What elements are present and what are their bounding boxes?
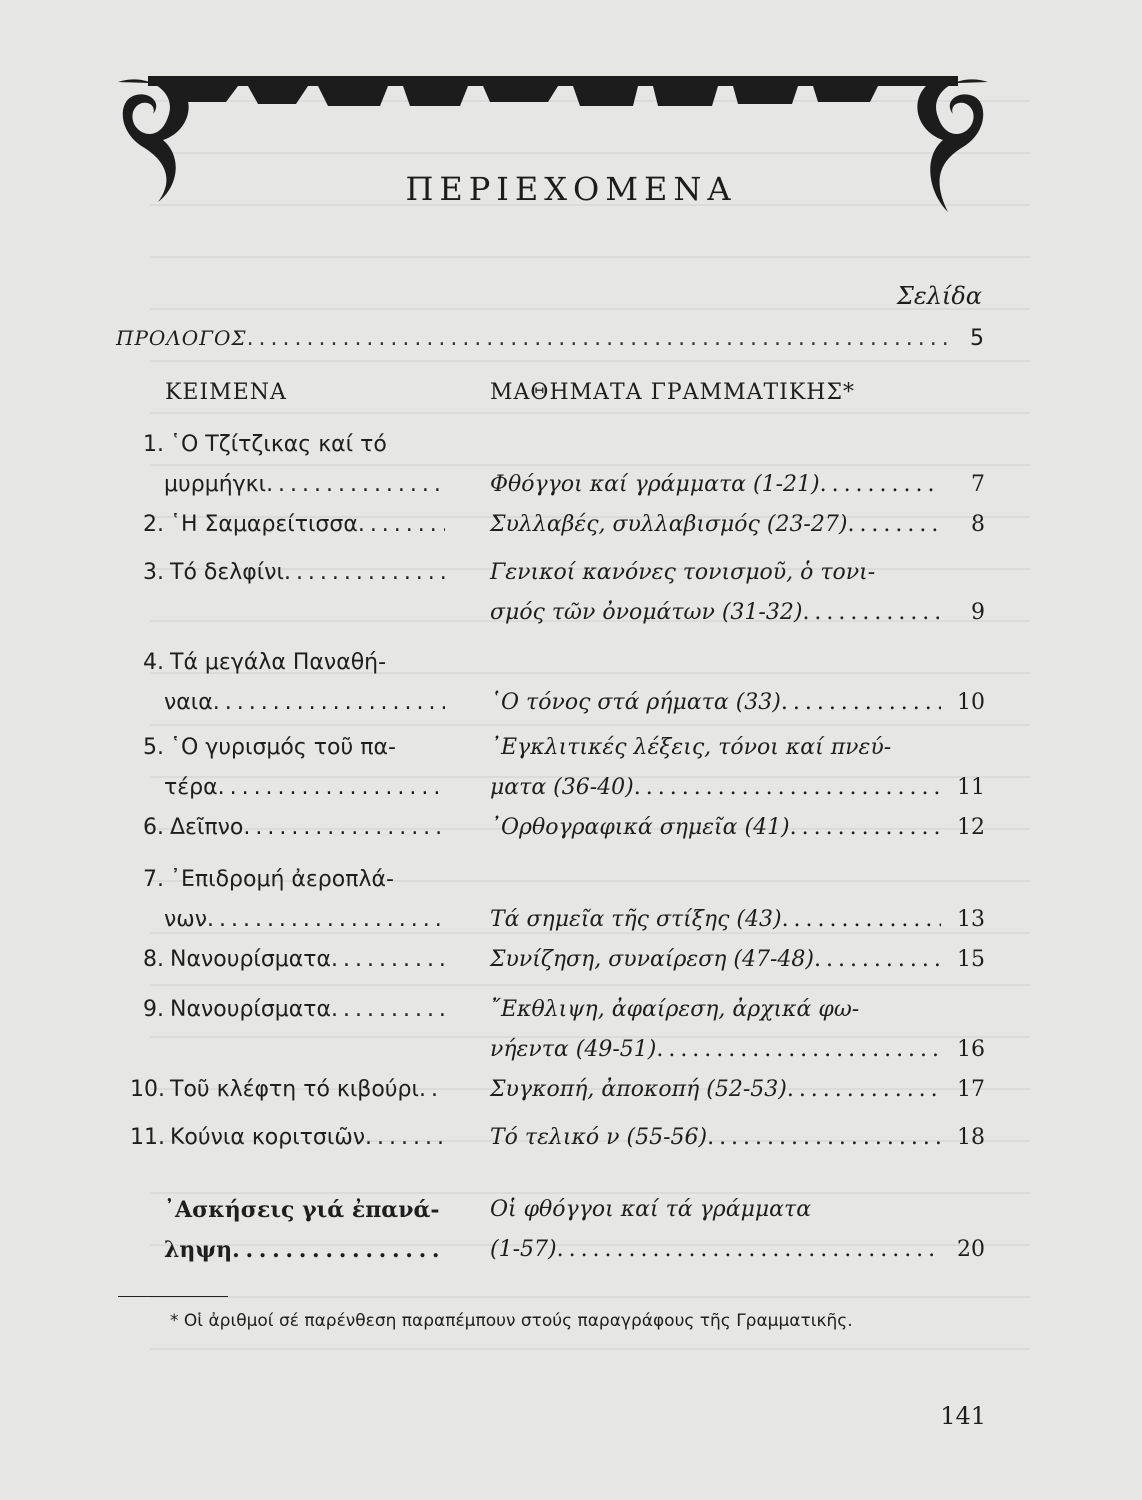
entry-page: 17 bbox=[957, 1077, 985, 1102]
lesson-line2: (1-57) bbox=[490, 1237, 557, 1262]
lesson-line1: ᾿Εγκλιτικές λέξεις, τόνοι καί πνεύ- bbox=[490, 735, 892, 760]
entry-title-line2: ναια bbox=[164, 690, 213, 715]
leader-dots bbox=[247, 326, 954, 351]
lesson-line2: σμός τῶν ὀνομάτων (31-32) bbox=[490, 600, 803, 625]
entry-lesson bbox=[490, 860, 985, 940]
lesson-line1: Γενικοί κανόνες τονισμοῦ, ὁ τονι- bbox=[490, 560, 876, 585]
entry-page: 8 bbox=[971, 512, 985, 537]
entry-text-title bbox=[130, 553, 445, 593]
page-title: ΠΕΡΙΕΧΟΜΕΝΑ bbox=[405, 170, 737, 208]
page-number: 141 bbox=[940, 1402, 986, 1430]
entry-page: 10 bbox=[957, 690, 985, 715]
entry-number: 5. bbox=[143, 735, 164, 760]
entry-lesson bbox=[490, 1118, 985, 1158]
entry-number: 10. bbox=[130, 1077, 165, 1102]
entry-title-line1: Τά μεγάλα Παναθή- bbox=[170, 650, 387, 675]
entry-page: 16 bbox=[957, 1037, 985, 1062]
entry-number: 9. bbox=[143, 997, 164, 1022]
texts-column-heading: ΚΕΙΜΕΝΑ bbox=[165, 380, 287, 405]
prologue-label: ΠΡΟΛΟΓΟΣ bbox=[116, 326, 247, 350]
entry-title-line1: Δεῖπνο bbox=[170, 815, 244, 840]
entry-lesson bbox=[490, 940, 985, 980]
entry-page: 7 bbox=[971, 472, 985, 497]
entry-text-title bbox=[130, 1190, 445, 1270]
entry-text-title bbox=[130, 643, 445, 723]
entry-number: 2. bbox=[143, 512, 164, 537]
lesson-line1: Συγκοπή, ἀποκοπή (52-53) bbox=[490, 1077, 787, 1102]
entry-lesson bbox=[490, 808, 985, 848]
entry-number: 1. bbox=[143, 432, 164, 457]
prologue-page: 5 bbox=[970, 326, 984, 351]
entry-lesson bbox=[490, 553, 985, 633]
lesson-line1: ῾Ο τόνος στά ρήματα (33) bbox=[490, 690, 781, 715]
entry-title-line1: ῾Η Σαμαρείτισσα bbox=[170, 512, 358, 537]
page-column-label: Σελίδα bbox=[896, 282, 982, 310]
entry-page: 11 bbox=[957, 775, 985, 800]
lesson-line1: Συνίζηση, συναίρεση (47-48) bbox=[490, 947, 814, 972]
entry-number: 6. bbox=[143, 815, 164, 840]
entry-page: 20 bbox=[957, 1237, 985, 1262]
entry-title-line1: Τό δελφίνι bbox=[170, 560, 284, 585]
entry-title-line2: νων bbox=[164, 907, 208, 932]
entry-text-title bbox=[130, 728, 445, 808]
entry-page: 13 bbox=[957, 907, 985, 932]
entry-text-title bbox=[130, 940, 445, 980]
entry-title-line2: ληψη bbox=[164, 1237, 233, 1263]
entry-page: 12 bbox=[957, 815, 985, 840]
entry-lesson bbox=[490, 425, 985, 505]
entry-title-line2: μυρμήγκι bbox=[164, 472, 267, 497]
lesson-line1: ῎Εκθλιψη, ἀφαίρεση, ἀρχικά φω- bbox=[490, 997, 860, 1022]
lesson-line1: ᾿Ορθογραφικά σημεῖα (41) bbox=[490, 815, 790, 840]
entry-lesson bbox=[490, 1190, 985, 1270]
lesson-line2: ματα (36-40) bbox=[490, 775, 634, 800]
footnote-rule bbox=[118, 1296, 228, 1297]
footnote: * Οἱ ἀριθμοί σέ παρένθεση παραπέμπουν στούς παραγράφους τῆς Γραμματικῆς. bbox=[170, 1311, 853, 1331]
entry-page: 9 bbox=[971, 600, 985, 625]
entry-number: 11. bbox=[130, 1125, 165, 1150]
entry-page: 18 bbox=[957, 1125, 985, 1150]
entry-title-line1: Τοῦ κλέφτη τό κιβούρι bbox=[170, 1077, 419, 1102]
entry-lesson bbox=[490, 990, 985, 1070]
entry-number: 4. bbox=[143, 650, 164, 675]
entry-title-line1: Κούνια κοριτσιῶν bbox=[170, 1125, 366, 1150]
lesson-line1: Τά σημεῖα τῆς στίξης (43) bbox=[490, 907, 782, 932]
entry-title-line1: ῾Ο Τζίτζικας καί τό bbox=[170, 432, 387, 457]
entry-text-title bbox=[130, 1070, 445, 1110]
entry-number: 8. bbox=[143, 947, 164, 972]
entry-title-line2: τέρα bbox=[164, 775, 218, 800]
lesson-line1: Τό τελικό ν (55-56) bbox=[490, 1125, 708, 1150]
entry-text-title bbox=[130, 425, 445, 505]
lessons-column-heading: ΜΑΘΗΜΑΤΑ ΓΡΑΜΜΑΤΙΚΗΣ* bbox=[490, 380, 856, 405]
entry-lesson bbox=[490, 728, 985, 808]
lesson-line1: Φθόγγοι καί γράμματα (1-21) bbox=[490, 472, 820, 497]
entry-number: 7. bbox=[143, 867, 164, 892]
entry-lesson bbox=[490, 643, 985, 723]
entry-title-line1: Νανουρίσματα bbox=[170, 997, 332, 1022]
entry-title-line1: ᾿Ασκήσεις γιά ἐπανά- bbox=[164, 1197, 440, 1223]
lesson-line1: Οἱ φθόγγοι καί τά γράμματα bbox=[490, 1197, 812, 1222]
entry-title-line1: ῾Ο γυρισμός τοῦ πα- bbox=[170, 735, 396, 760]
entry-lesson bbox=[490, 1070, 985, 1110]
prologue-row bbox=[116, 326, 984, 351]
lesson-line2: νήεντα (49-51) bbox=[490, 1037, 657, 1062]
entry-page: 15 bbox=[957, 947, 985, 972]
entry-number: 3. bbox=[143, 560, 164, 585]
entry-text-title bbox=[130, 860, 445, 940]
entry-text-title bbox=[130, 1118, 445, 1158]
lesson-line1: Συλλαβές, συλλαβισμός (23-27) bbox=[490, 512, 848, 537]
entry-text-title bbox=[130, 505, 445, 545]
entry-title-line1: Νανουρίσματα bbox=[170, 947, 332, 972]
entry-text-title bbox=[130, 808, 445, 848]
entry-lesson bbox=[490, 505, 985, 545]
entry-title-line1: ᾿Επιδρομή ἀεροπλά- bbox=[170, 867, 394, 892]
entry-text-title bbox=[130, 990, 445, 1030]
